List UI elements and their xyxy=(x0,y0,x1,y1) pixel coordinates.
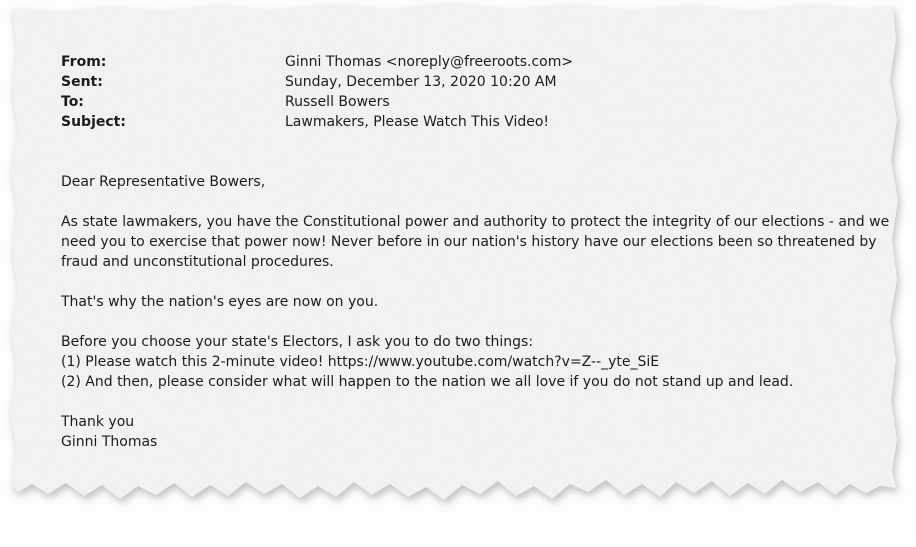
header-to-label: To: xyxy=(61,94,84,110)
header-from xyxy=(61,52,861,72)
paragraph-1 xyxy=(61,212,890,272)
email-headers xyxy=(61,52,861,132)
paragraph-3 xyxy=(61,332,861,392)
paragraph-3-line: Before you choose your state's Electors, I ask you to do two things: xyxy=(61,334,534,350)
signature: Ginni Thomas xyxy=(61,434,158,450)
header-to-value: Russell Bowers xyxy=(285,94,390,110)
closing: Thank you xyxy=(61,414,135,430)
header-from-value: Ginni Thomas <noreply@freeroots.com> xyxy=(285,54,574,70)
header-sent-label: Sent: xyxy=(61,74,103,90)
header-sent-value: Sunday, December 13, 2020 10:20 AM xyxy=(285,74,557,90)
email-body xyxy=(61,52,890,472)
paragraph-1-line: fraud and unconstitutional procedures. xyxy=(61,254,334,270)
message-body xyxy=(61,172,890,452)
greeting: Dear Representative Bowers, xyxy=(61,174,266,190)
paragraph-2: That's why the nation's eyes are now on you. xyxy=(61,294,379,310)
paragraph-1-line: need you to exercise that power now! Never before in our nation's history have our elections been so threatened by xyxy=(61,234,877,250)
header-subject xyxy=(61,112,861,132)
header-from-label: From: xyxy=(61,54,107,70)
header-subject-label: Subject: xyxy=(61,114,126,130)
paragraph-3-video-line[interactable]: (1) Please watch this 2-minute video! https://www.youtube.com/watch?v=Z--_yte_SiE xyxy=(61,354,660,370)
paragraph-3-line: (2) And then, please consider what will happen to the nation we all love if you do not stand up and lead. xyxy=(61,374,794,390)
header-to xyxy=(61,92,861,112)
header-subject-value: Lawmakers, Please Watch This Video! xyxy=(285,114,550,130)
paragraph-1-line: As state lawmakers, you have the Constitutional power and authority to protect the integrity of our elections - and we xyxy=(61,214,890,230)
sign-off xyxy=(61,412,861,452)
header-sent xyxy=(61,72,861,92)
